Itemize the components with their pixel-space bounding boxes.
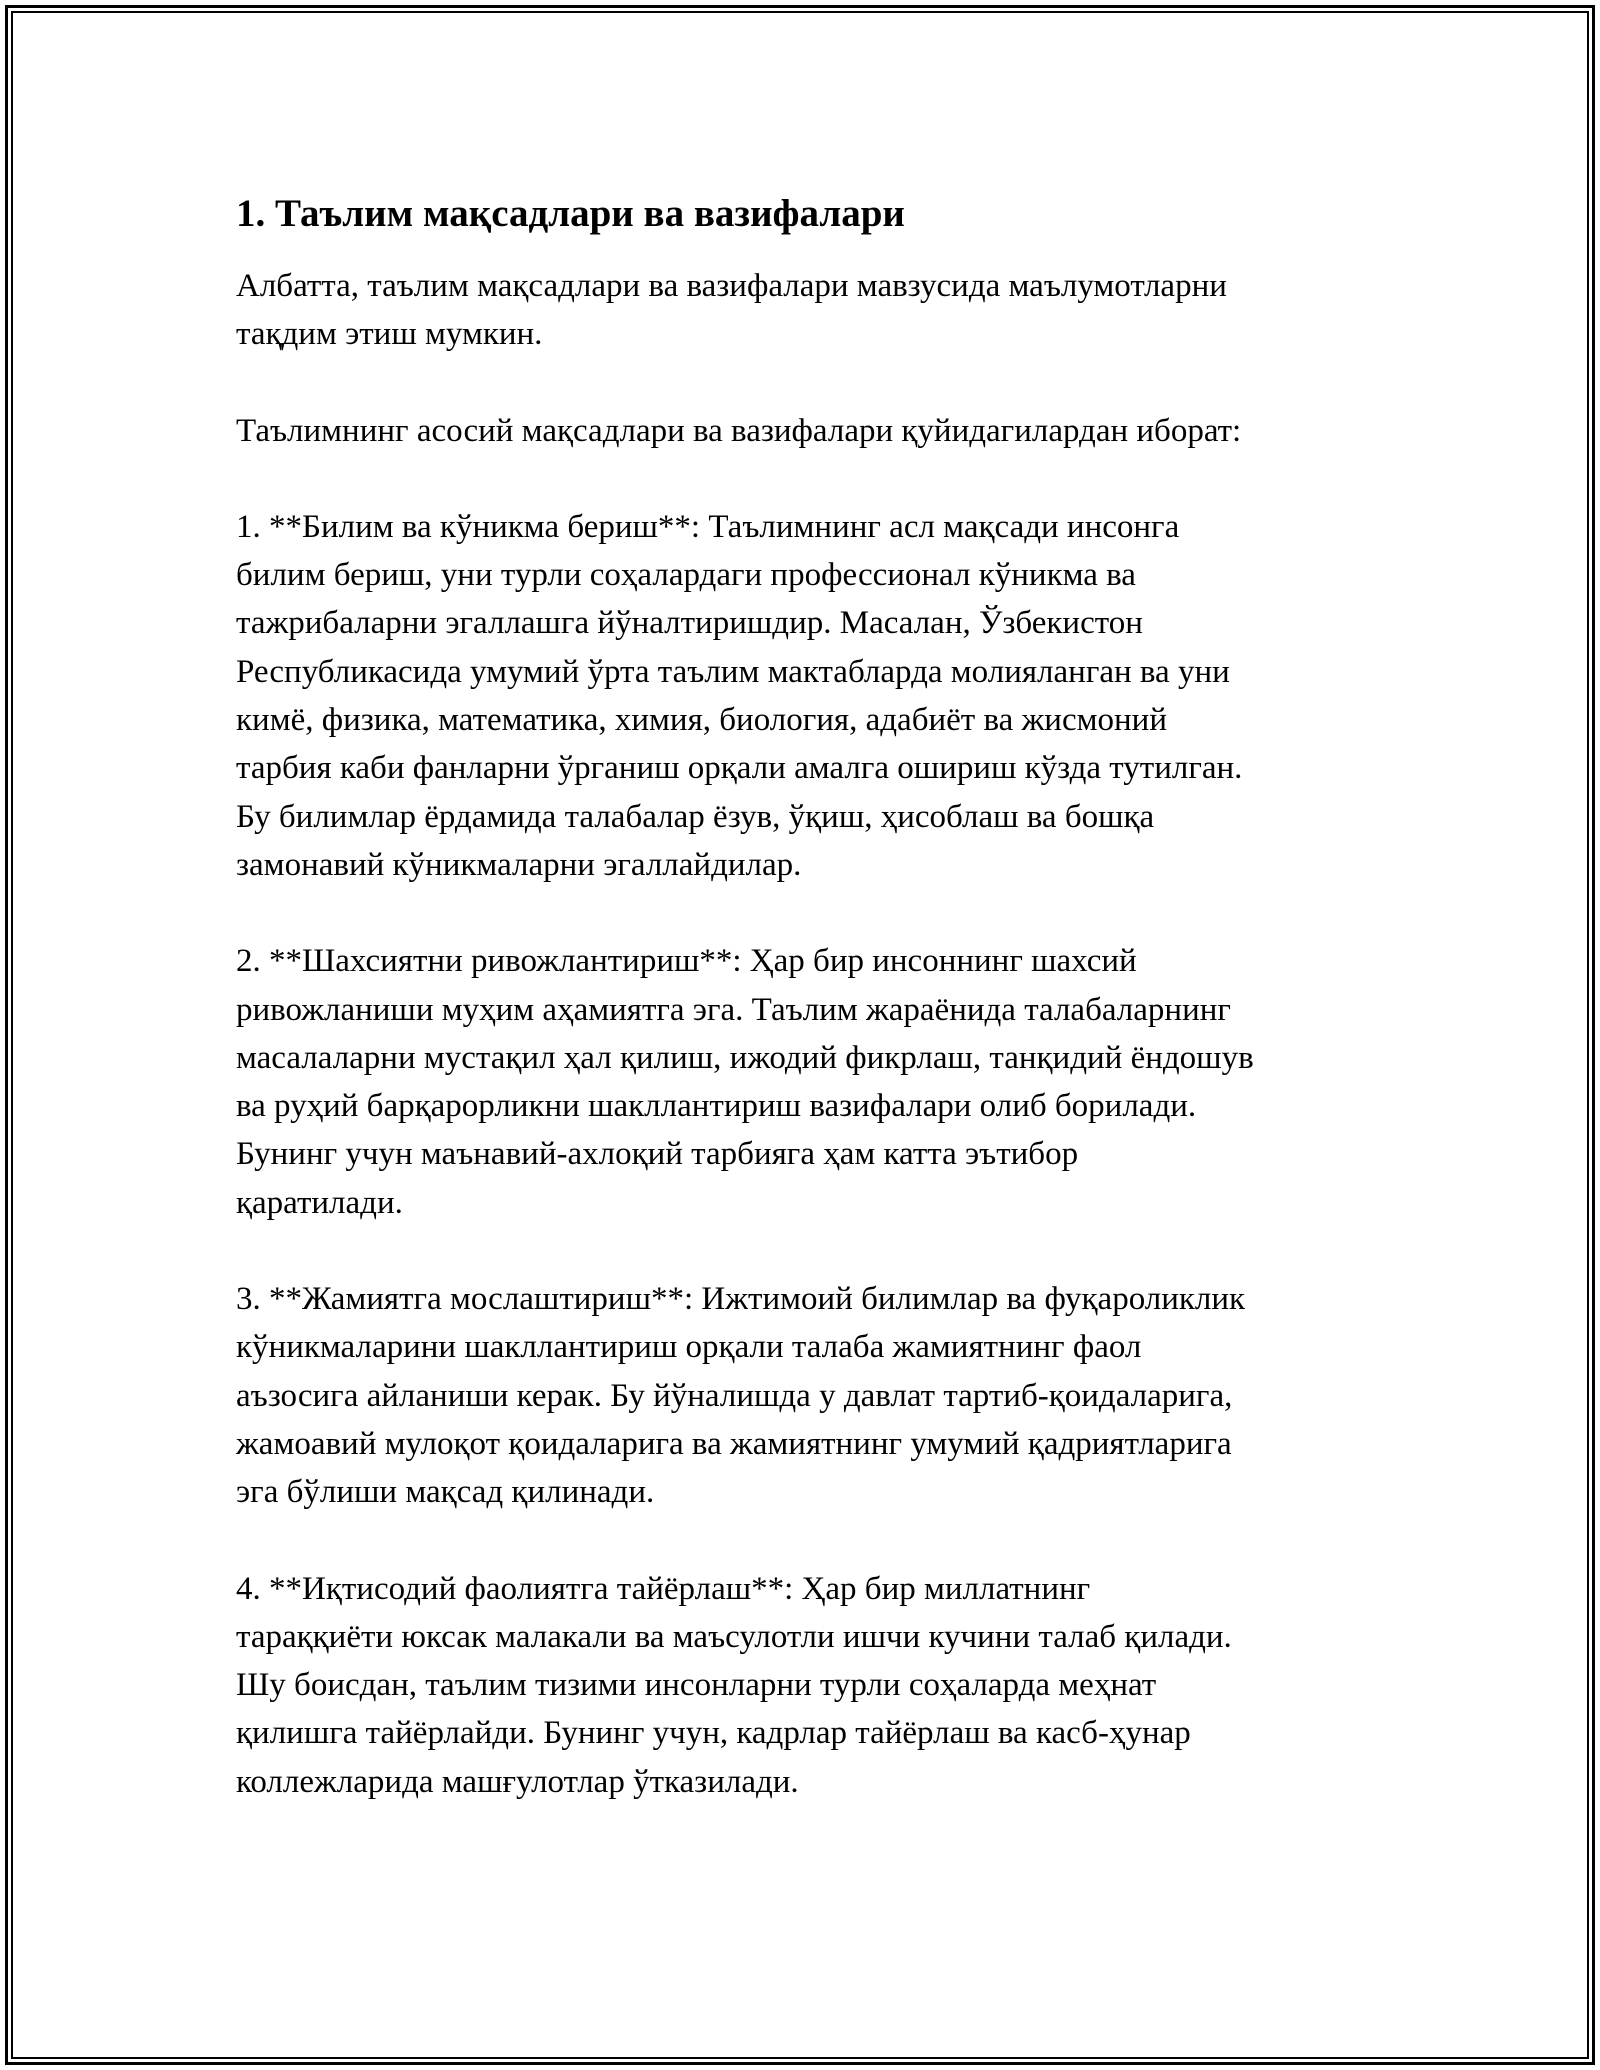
- item-personality-development: 2. **Шахсиятни ривожлантириш**: Ҳар бир инсоннинг шахсий ривожланиши муҳим аҳамиятга эга. Таълим жараёнида талабаларнинг масалаларни мустақил ҳал қилиш, ижодий фикрлаш, танқидий ёндошув ва руҳий барқарорликни шакллантириш вазифалари олиб борилади. Бунинг учун маънавий-ахлоқий тарбияга ҳам катта эътибор қаратилади.: [236, 943, 1254, 1221]
- item-social-adaptation: 3. **Жамиятга мослаштириш**: Ижтимоий билимлар ва фуқароликлик кўникмаларини шакллантириш орқали талаба жамиятнинг фаол аъзосига айланиши керак. Бу йўналишда у давлат тартиб-қоидаларига, жамоавий мулоқот қоидаларига ва жамиятнинг умумий қадриятларига эга бўлиши мақсад қилинади.: [236, 1281, 1246, 1511]
- goals-lead-paragraph: Таълимнинг асосий мақсадлари ва вазифалари қуйидагилардан иборат:: [236, 412, 1242, 449]
- intro-paragraph: Албатта, таълим мақсадлари ва вазифалари мавзусида маълумотларни тақдим этиш мумкин.: [236, 268, 1227, 353]
- document-body: [236, 190, 1376, 1854]
- item-knowledge-skills: 1. **Билим ва кўникма бериш**: Таълимнинг асл мақсади инсонга билим бериш, уни турли соҳалардаги профессионал кўникма ва тажрибаларни эгаллашга йўналтиришдир. Масалан, Ўзбекистон Республикасида умумий ўрта таълим мактабларда молияланган ва уни кимё, физика, математика, химия, биология, адабиёт ва жисмоний тарбия каби фанларни ўрганиш орқали амалга ошириш кўзда тутилган. Бу билимлар ёрдамида талабалар ёзув, ўқиш, ҳисоблаш ва бошқа замонавий кўникмаларни эгаллайдилар.: [236, 508, 1243, 883]
- item-economic-preparation: 4. **Иқтисодий фаолиятга тайёрлаш**: Ҳар бир миллатнинг тараққиёти юксак малакали ва маъсулотли ишчи кучини талаб қилади. Шу боисдан, таълим тизими инсонларни турли соҳаларда меҳнат қилишга тайёрлайди. Бунинг учун, кадрлар тайёрлаш ва касб-ҳунар коллежларида машғулотлар ўтказилади.: [236, 1570, 1232, 1800]
- section-heading: 1. Таълим мақсадлари ва вазифалари: [236, 192, 905, 235]
